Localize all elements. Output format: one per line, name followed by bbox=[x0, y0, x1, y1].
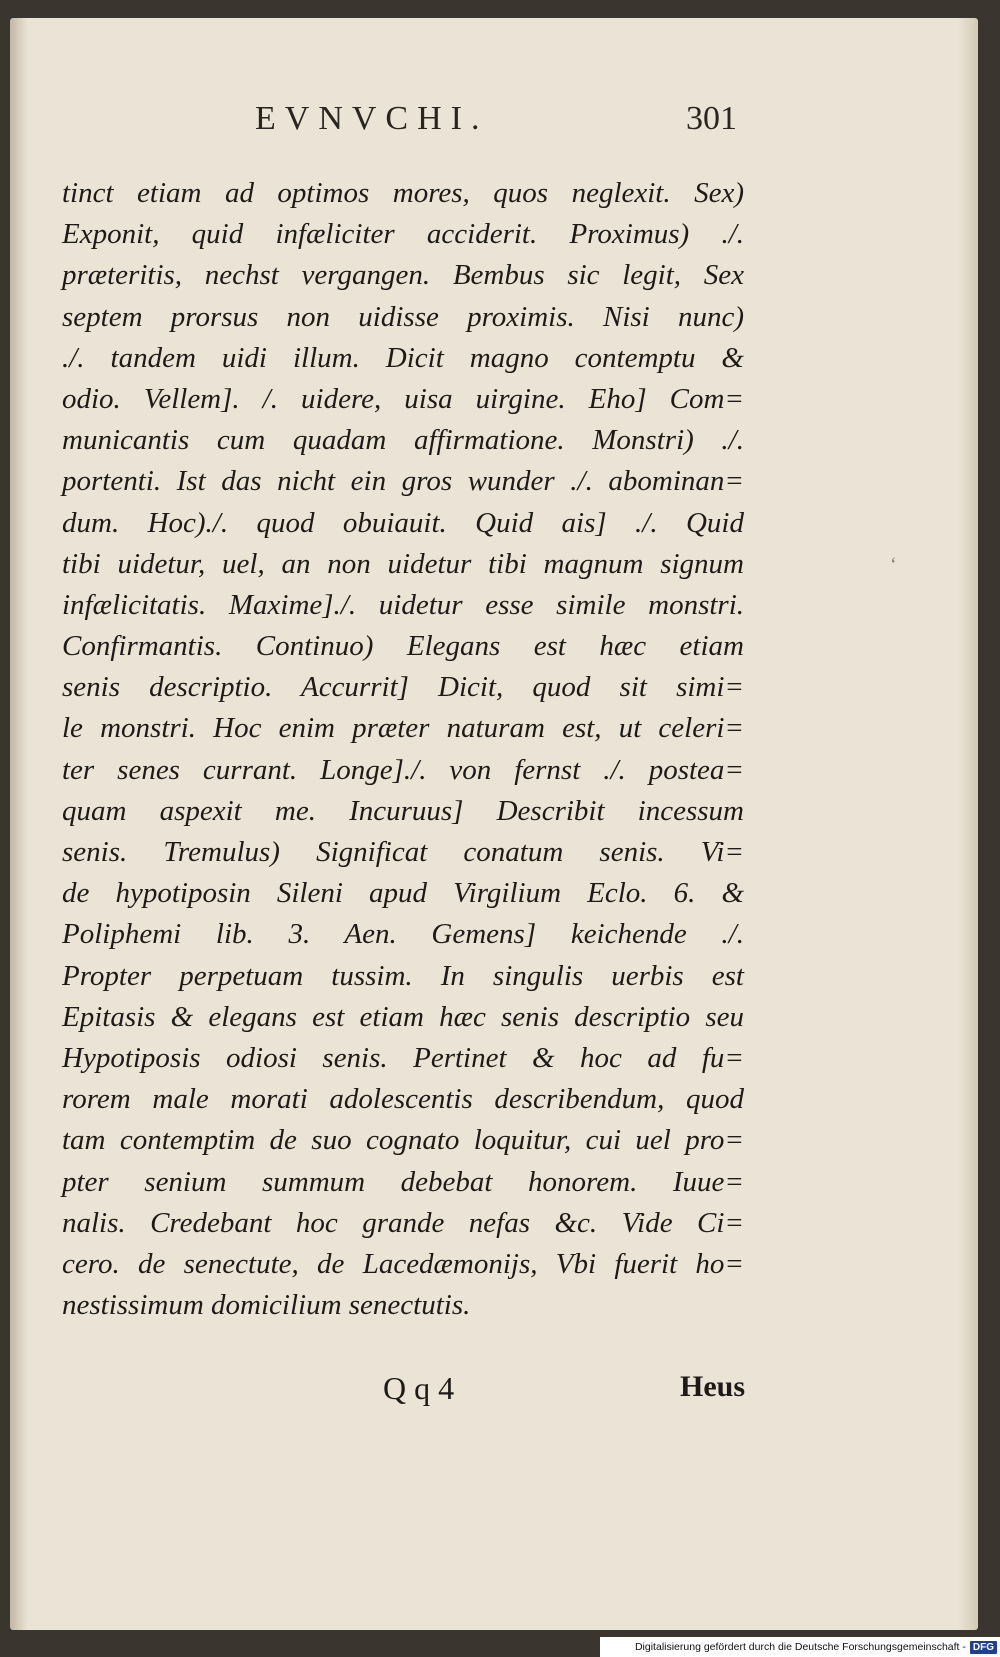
dfg-logo-icon: DFG bbox=[970, 1641, 997, 1654]
text-line: ./. tandem uidi illum. Dicit magno contemptu & bbox=[62, 341, 744, 374]
credit-text: Digitalisierung gefördert durch die Deutsche Forschungsgemeinschaft - bbox=[634, 1641, 966, 1653]
text-line: cero. de senectute, de Lacedæmonijs, Vbi fuerit ho= bbox=[62, 1247, 744, 1280]
text-line: præteritis, nechst vergangen. Bembus sic legit, Sex bbox=[62, 259, 744, 292]
text-line: le monstri. Hoc enim præter naturam est, ut celeri= bbox=[62, 712, 744, 745]
text-line: Poliphemi lib. 3. Aen. Gemens] keichende ./. bbox=[62, 918, 744, 951]
running-title: EVNVCHI. bbox=[255, 100, 489, 137]
text-line: de hypotiposin Sileni apud Virgilium Eclo. 6. & bbox=[62, 877, 744, 910]
text-line: rorem male morati adolescentis describendum, quod bbox=[62, 1083, 744, 1116]
text-line: odio. Vellem]. /. uidere, uisa uirgine. Eho] Com= bbox=[62, 382, 744, 415]
margin-mark: ‘ bbox=[890, 554, 897, 576]
signature-mark: Q q 4 bbox=[383, 1370, 455, 1406]
text-line: Epitasis & elegans est etiam hæc senis descriptio seu bbox=[62, 1000, 744, 1033]
text-line: tinct etiam ad optimos mores, quos neglexit. Sex) bbox=[62, 177, 744, 209]
text-line: nestissimum domicilium senectutis. bbox=[62, 1289, 471, 1322]
text-line: Exponit, quid infæliciter acciderit. Proximus) ./. bbox=[62, 218, 744, 251]
text-line: senis. Tremulus) Significat conatum senis. Vi= bbox=[62, 836, 744, 868]
text-line: Confirmantis. Continuo) Elegans est hæc etiam bbox=[62, 630, 744, 663]
page-header bbox=[10, 100, 978, 150]
text-line: Propter perpetuam tussim. In singulis uerbis est bbox=[62, 959, 744, 992]
text-line: nalis. Credebant hoc grande nefas &c. Vide Ci= bbox=[62, 1206, 744, 1239]
text-line: dum. Hoc)./. quod obuiauit. Quid ais] ./. Quid bbox=[62, 506, 744, 539]
text-line: quam aspexit me. Incuruus] Describit incessum bbox=[62, 794, 744, 827]
page-number: 301 bbox=[686, 100, 737, 137]
page-footer bbox=[10, 1370, 978, 1420]
catchword: Heus bbox=[680, 1370, 746, 1403]
text-line: tibi uidetur, uel, an non uidetur tibi magnum signum bbox=[62, 547, 744, 580]
book-page bbox=[10, 18, 978, 1630]
commentary-text bbox=[62, 173, 744, 1326]
digitization-credit bbox=[600, 1637, 1000, 1657]
text-line: tam contemptim de suo cognato loquitur, cui uel pro= bbox=[62, 1124, 744, 1157]
text-line: septem prorsus non uidisse proximis. Nisi nunc) bbox=[62, 300, 744, 333]
text-line: infælicitatis. Maxime]./. uidetur esse simile monstri. bbox=[62, 588, 744, 621]
text-line: municantis cum quadam affirmatione. Monstri) ./. bbox=[62, 424, 744, 457]
text-line: Hypotiposis odiosi senis. Pertinet & hoc ad fu= bbox=[62, 1041, 744, 1074]
text-line: senis descriptio. Accurrit] Dicit, quod sit simi= bbox=[62, 671, 744, 704]
text-line: portenti. Ist das nicht ein gros wunder ./. abominan= bbox=[62, 465, 744, 498]
text-line: pter senium summum debebat honorem. Iuue= bbox=[62, 1165, 744, 1198]
text-line: ter senes currant. Longe]./. von fernst ./. postea= bbox=[62, 753, 744, 786]
